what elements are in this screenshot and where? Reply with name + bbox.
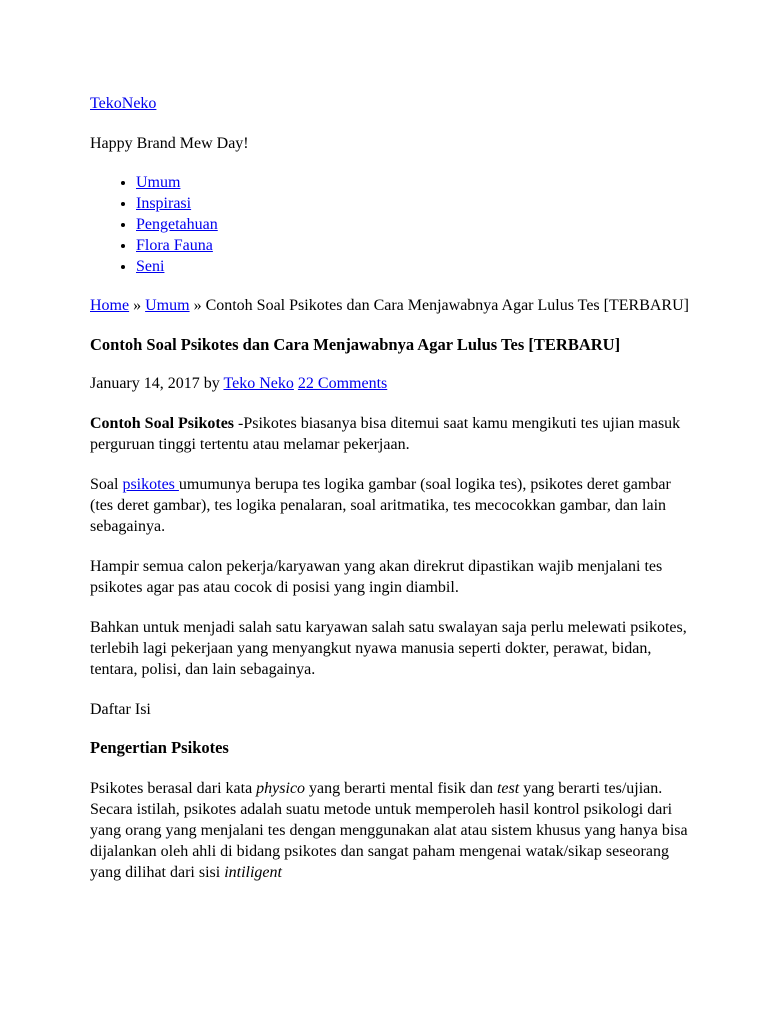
breadcrumb-current: Contoh Soal Psikotes dan Cara Menjawabnya Agar Lulus Tes [TERBARU] — [205, 297, 689, 314]
paragraph-text: Psikotes berasal dari kata — [90, 780, 257, 797]
post-comments-link[interactable]: 22 Comments — [297, 375, 388, 392]
section-heading: Pengertian Psikotes — [90, 738, 229, 757]
post-meta — [90, 373, 690, 394]
paragraph-text: Soal — [90, 476, 123, 493]
breadcrumb-home-link[interactable]: Home — [90, 297, 130, 314]
paragraph-text: yang berarti tes/ujian. Secara istilah, psikotes adalah suatu metode untuk memperoleh hasil kontrol psikologi dari yang orang yang menjalani tes dengan menggunakan alat atau sistem khusus yang hanya bisa dijalankan oleh ahli di bidang psikotes dan sangat paham mengenai watak/sikap seseorang yang dilihat dari sisi — [90, 780, 688, 881]
breadcrumb-separator: » — [129, 297, 146, 314]
psikotes-link[interactable]: psikotes — [122, 476, 179, 493]
emphasis-text: intiligent — [224, 864, 282, 881]
nav-link-pengetahuan[interactable]: Pengetahuan — [136, 216, 218, 233]
paragraph-hampir: Hampir semua calon pekerja/karyawan yang akan direkrut dipastikan wajib menjalani tes psikotes agar pas atau cocok di posisi yang ingin diambil. — [90, 558, 663, 596]
table-of-contents-label: Daftar Isi — [90, 701, 151, 718]
post-author-link[interactable]: Teko Neko — [223, 375, 294, 392]
nav-item — [136, 256, 690, 277]
emphasis-text: test — [496, 780, 520, 797]
paragraph-text: yang berarti mental fisik dan — [305, 780, 497, 797]
paragraph-bahkan: Bahkan untuk menjadi salah satu karyawan salah satu swalayan saja perlu melewati psikotes, terlebih lagi pekerjaan yang menyangkut nyawa manusia seperti dokter, perawat, bidan, tentara, polisi, dan lain sebagainya. — [90, 619, 687, 678]
nav-link-flora-fauna[interactable]: Flora Fauna — [136, 237, 213, 254]
page-content — [90, 93, 690, 883]
site-tagline: Happy Brand Mew Day! — [90, 135, 249, 152]
post-by-label: by — [199, 375, 224, 392]
nav-link-umum[interactable]: Umum — [136, 174, 181, 191]
nav-item — [136, 235, 690, 256]
breadcrumb-category-link[interactable]: Umum — [145, 297, 190, 314]
intro-paragraph — [90, 413, 690, 455]
breadcrumb — [90, 295, 690, 316]
nav-item — [136, 172, 690, 193]
intro-text: -Psikotes biasanya bisa ditemui saat kamu mengikuti tes ujian masuk perguruan tinggi tertentu atau melamar pekerjaan. — [90, 415, 681, 453]
paragraph-text: umumunya berupa tes logika gambar (soal logika tes), psikotes deret gambar (tes deret gambar), tes logika penalaran, soal aritmatika, tes mecocokkan gambar, dan lain sebagainya. — [90, 476, 671, 535]
post-date: January 14, 2017 — [90, 375, 200, 392]
category-nav — [90, 172, 690, 277]
paragraph-pengertian — [90, 778, 690, 883]
intro-strong-text: Contoh Soal Psikotes — [90, 415, 235, 432]
breadcrumb-separator: » — [189, 297, 206, 314]
nav-link-seni[interactable]: Seni — [136, 258, 165, 275]
paragraph-soal — [90, 474, 690, 537]
nav-link-inspirasi[interactable]: Inspirasi — [136, 195, 192, 212]
nav-item — [136, 193, 690, 214]
nav-item — [136, 214, 690, 235]
emphasis-text: physico — [256, 780, 306, 797]
site-title-link[interactable]: TekoNeko — [90, 95, 157, 112]
post-title: Contoh Soal Psikotes dan Cara Menjawabnya Agar Lulus Tes [TERBARU] — [90, 335, 621, 354]
